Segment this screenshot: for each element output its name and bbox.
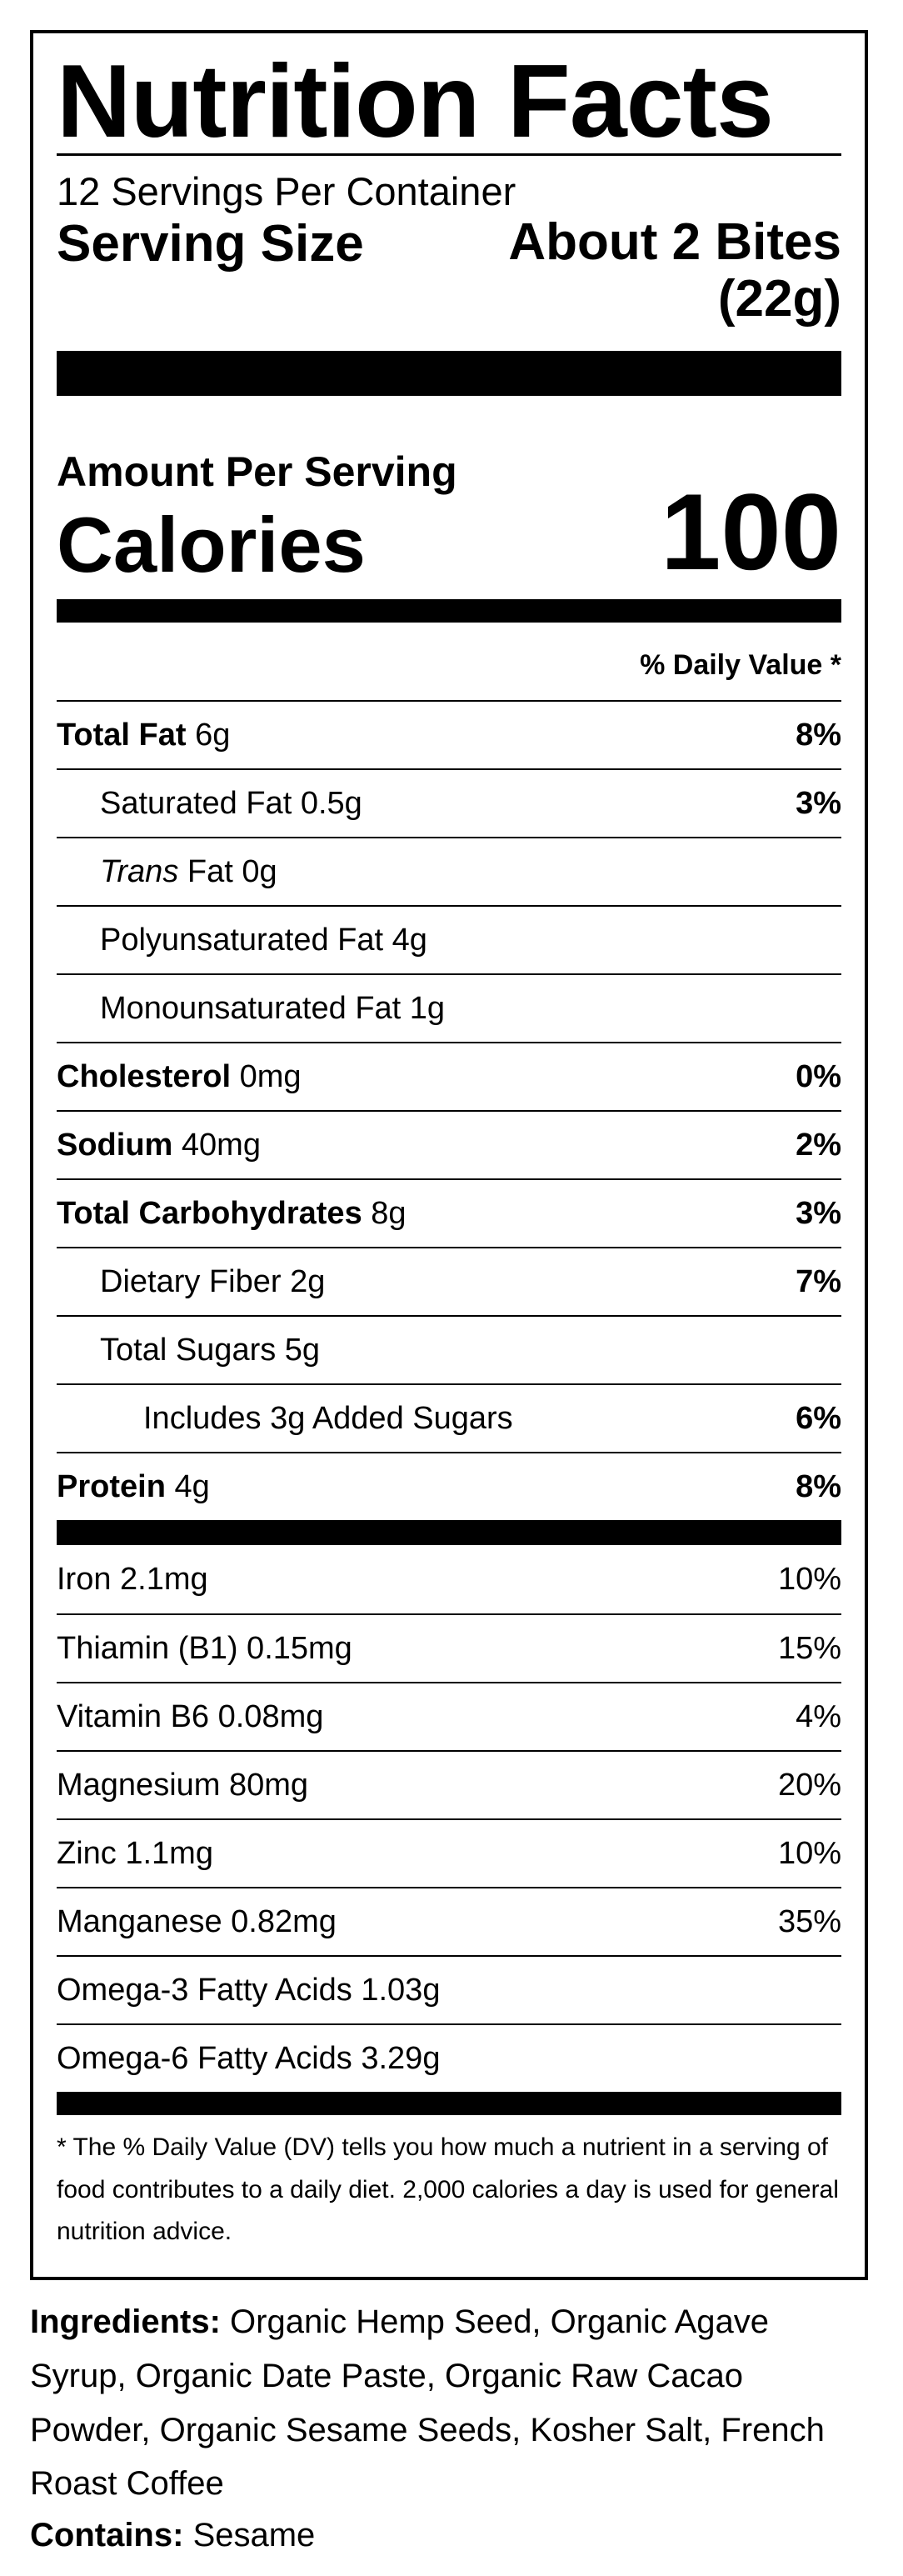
nutrient-dv: 2% [796,1127,841,1163]
nutrient-dv: 6% [796,1400,841,1436]
allergen-statement [30,2517,315,2554]
serving-size-row [57,214,841,328]
nutrient-name-italic: Trans [100,853,179,889]
nutrient-name: Fat [187,853,233,889]
vitamin-row-magnesium [57,1750,841,1818]
nutrient-row-monounsaturated-fat [57,973,841,1042]
ingredients-text: Organic Hemp Seed, Organic Agave Syrup, Organic Date Paste, Organic Raw Cacao Powder, Organic Sesame Seeds, Kosher Salt, French Roast Coffee [30,2303,825,2503]
nutrient-dv: 0% [796,1058,841,1094]
amount-per-serving: Amount Per Serving [57,448,457,496]
servings-per-container: 12 Servings Per Container [57,169,516,213]
vitamin-name: Magnesium 80mg [57,1767,309,1803]
nutrient-name: Sodium [57,1127,173,1163]
nutrition-facts-panel [30,30,868,2280]
nutrient-row-trans-fat [57,837,841,905]
vitamin-dv: 20% [777,1767,841,1803]
nutrient-amount: 0.5g [300,785,362,821]
nutrient-dv: 3% [796,785,841,821]
vitamin-name: Manganese 0.82mg [57,1903,337,1939]
nutrient-amount: 5g [284,1332,321,1368]
nutrient-dv: 3% [796,1195,841,1231]
nutrient-row-sodium [57,1110,841,1178]
nutrient-row-total-carbohydrates [57,1178,841,1247]
contains-text: Sesame [192,2517,316,2553]
footnote-divider [57,2092,841,2115]
nutrient-row-saturated-fat [57,768,841,837]
vitamin-row-manganese [57,1887,841,1955]
vitamin-name: Omega-3 Fatty Acids 1.03g [57,1972,441,2008]
serving-size-value: About 2 Bites (22g) [508,213,841,328]
nutrient-amount: 8g [371,1195,407,1231]
contains-label: Contains: [30,2517,184,2553]
nutrient-dv: 8% [796,1468,841,1504]
nutrient-name: Total Fat [57,717,187,753]
vitamin-divider [57,1520,841,1545]
nutrient-name: Monounsaturated Fat [100,990,402,1026]
nutrient-name: Polyunsaturated Fat [100,922,384,958]
nutrient-dv: 7% [796,1263,841,1299]
nutrient-row-cholesterol [57,1042,841,1110]
nutrient-amount: 2g [290,1263,326,1299]
vitamin-dv: 35% [777,1903,841,1939]
calories-label: Calories [57,500,366,588]
nutrient-row-dietary-fiber [57,1247,841,1315]
nutrient-name: Cholesterol [57,1058,232,1094]
nutrient-row-protein [57,1452,841,1520]
vitamin-row-iron [57,1545,841,1613]
serving-size-label: Serving Size [57,215,364,273]
vitamin-name: Omega-6 Fatty Acids 3.29g [57,2040,441,2076]
vitamin-row-thiamin [57,1613,841,1682]
vitamin-dv: 10% [777,1561,841,1597]
nutrient-name: Protein [57,1468,166,1504]
vitamin-name: Thiamin (B1) 0.15mg [57,1630,352,1666]
nutrient-amount: 4g [392,922,427,958]
nutrient-name: Total Sugars [100,1332,277,1368]
nutrient-amount: 40mg [181,1127,261,1163]
nutrient-dv: 8% [796,717,841,753]
vitamin-dv: 10% [777,1835,841,1871]
nutrient-name: Total Carbohydrates [57,1195,362,1231]
nutrient-name: Includes 3g Added Sugars [143,1400,513,1436]
vitamin-dv: 15% [777,1630,841,1666]
vitamin-name: Iron 2.1mg [57,1561,208,1597]
panel-title: Nutrition Facts [57,44,773,159]
vitamin-row-zinc [57,1818,841,1887]
nutrient-row-polyunsaturated-fat [57,905,841,973]
daily-value-header: % Daily Value * [640,649,841,682]
vitamin-row-omega-3 [57,1955,841,2023]
vitamin-dv: 4% [796,1698,841,1734]
nutrient-row-total-sugars [57,1315,841,1383]
nutrient-amount: 6g [195,717,231,753]
calories-value: 100 [661,471,841,593]
daily-value-footnote: * The % Daily Value (DV) tells you how much a nutrient in a serving of food contributes to a daily diet. 2,000 calories a day is used for general nutrition advice. [57,2133,839,2246]
thick-divider [57,351,841,396]
nutrient-amount: 4g [174,1468,210,1504]
nutrient-amount: 0mg [239,1058,302,1094]
vitamin-row-omega-6 [57,2023,841,2092]
nutrient-name: Dietary Fiber [100,1263,282,1299]
vitamin-name: Zinc 1.1mg [57,1835,213,1871]
nutrient-amount: 0g [242,853,277,889]
nutrient-amount: 1g [409,990,446,1026]
ingredients-statement [30,2295,871,2511]
medium-divider [57,599,841,623]
vitamin-row-vitamin-b6 [57,1682,841,1750]
ingredients-label: Ingredients: [30,2303,221,2340]
vitamin-name: Vitamin B6 0.08mg [57,1698,324,1734]
nutrient-name: Saturated Fat [100,785,292,821]
nutrient-row-added-sugars [57,1383,841,1452]
nutrient-row-total-fat [57,700,841,768]
